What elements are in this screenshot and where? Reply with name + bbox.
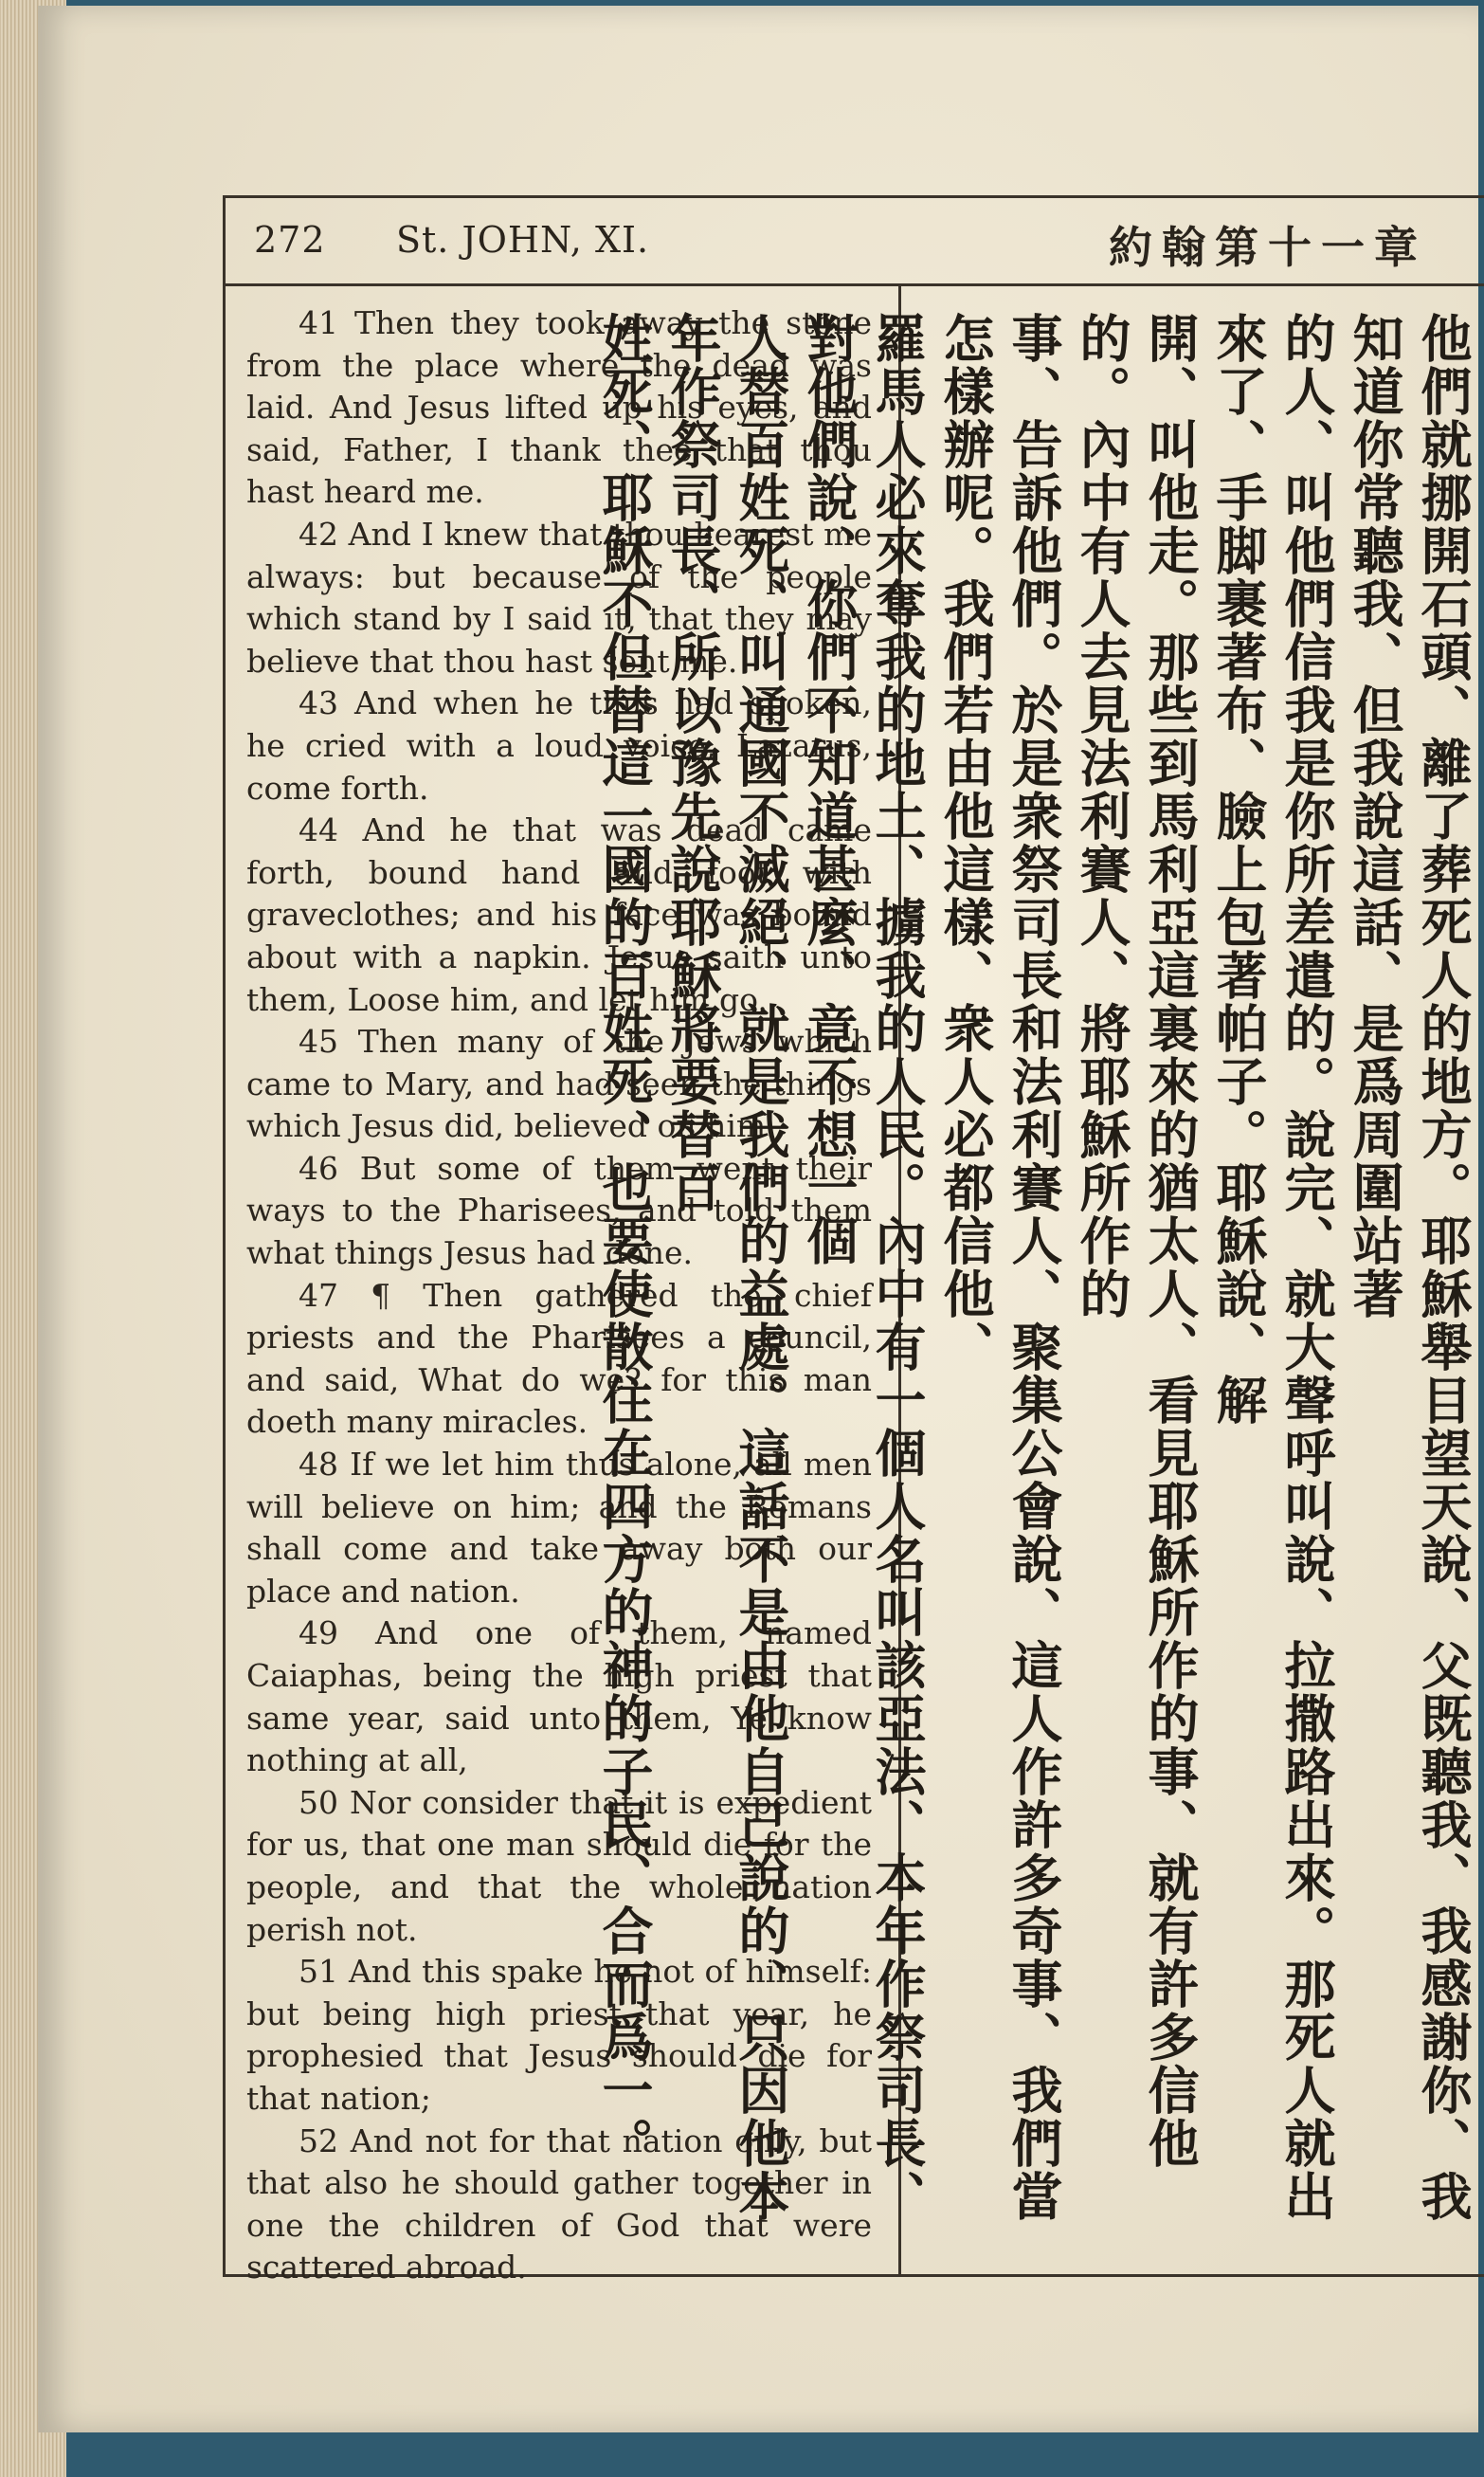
running-head-chinese: 約翰第十一章 (1109, 222, 1427, 273)
chinese-line: 事、告訴他們。於是衆祭司長和法利賽人、聚集公會說、這人作許多奇事、我們當怎樣辦呢。我們若由他這樣、衆人必都信他、 (935, 312, 1063, 2223)
chinese-text-column (594, 312, 1476, 2255)
verse-45: 45 Then many of the Jews which came to Mary, and had seen the things which Jesus did, believed on him. (246, 1023, 872, 1145)
verse-44: 44 And he that was dead came forth, bound hand and foot with graveclothes; and his face was bound about with a napkin. Jesus saith unto them, Loose him, and let him go. (246, 811, 872, 1018)
chinese-line: 羅馬人必來奪我的地土、擄我的人民。內中有一個人名叫該亞法、本年作祭司長、對他們說、你們不知道甚麼、竟不想一個 (799, 312, 927, 2223)
verse-46: 46 But some of them went their ways to the Pharisees, and told them what things Jesus had done. (246, 1149, 872, 1272)
chinese-line: 他們就挪開石頭、離了葬死人的地方。耶穌舉目望天說、父既聽我、我感謝你、我知道你常聽我、但我說這話、是爲周圍站著 (1345, 312, 1473, 2223)
book-page (38, 6, 1478, 2432)
chinese-line: 的人、叫他們信我是你所差遣的。說完、就大聲呼叫說、拉撒路出來。那死人就出來了、手脚裹著布、臉上包著帕子。耶穌說、解 (1208, 312, 1336, 2223)
verse-50: 50 Nor consider that it is expedient for us, that one man should die for the people, and that the whole nation perish not. (246, 1783, 872, 1948)
page-number: 272 (254, 219, 326, 261)
verse-52: 52 And not for that nation only, but that also he should gather together in one the children of God that were scattered abroad. (246, 2122, 872, 2286)
verse-49: 49 And one of them, named Caiaphas, being the high priest that same year, said unto them, Ye know nothing at all, (246, 1614, 872, 1779)
chinese-line: 姓死、耶穌不但替這一國的百姓死、也要使散住在四方的神的子民、合而爲一。 (594, 312, 654, 2170)
chinese-line: 開、叫他走。那些到馬利亞這裏來的猶太人、看見耶穌所作的事、就有許多信他的。內中有人去見法利賽人、將耶穌所作的 (1072, 312, 1200, 2170)
running-head-english: St. JOHN, XI. (396, 219, 650, 261)
chinese-line: 人替百姓死、叫通國不滅絕、就是我們的益處。這話不是由他自己說的、只因他本年作祭司長、所以豫先說耶穌將要替百 (662, 312, 790, 2223)
page-header (226, 198, 1484, 286)
verse-47: 47 ¶ Then gathered the chief priests and the Pharisees a council, and said, What do we? for this man doeth many miracles. (246, 1276, 872, 1441)
verse-41: 41 Then they took away the stone from the place where the dead was laid. And Jesus lifted up his eyes, and said, Father, I thank thee that thou hast heard me. (246, 304, 872, 511)
verse-43: 43 And when he thus had spoken, he cried with a loud voice, Lazarus, come forth. (246, 684, 872, 807)
verse-42: 42 And I knew that thou hearest me always: but because of the people which stand by I said it, that they may believe that thou hast sent me. (246, 515, 872, 680)
verse-51: 51 And this spake he not of himself: but being high priest that year, he prophesied that Jesus should die for that nation; (246, 1953, 872, 2117)
text-frame (223, 195, 1484, 2286)
verse-48: 48 If we let him thus alone, all men will believe on him; and the Romans shall come and take away both our place and nation. (246, 1446, 872, 1610)
